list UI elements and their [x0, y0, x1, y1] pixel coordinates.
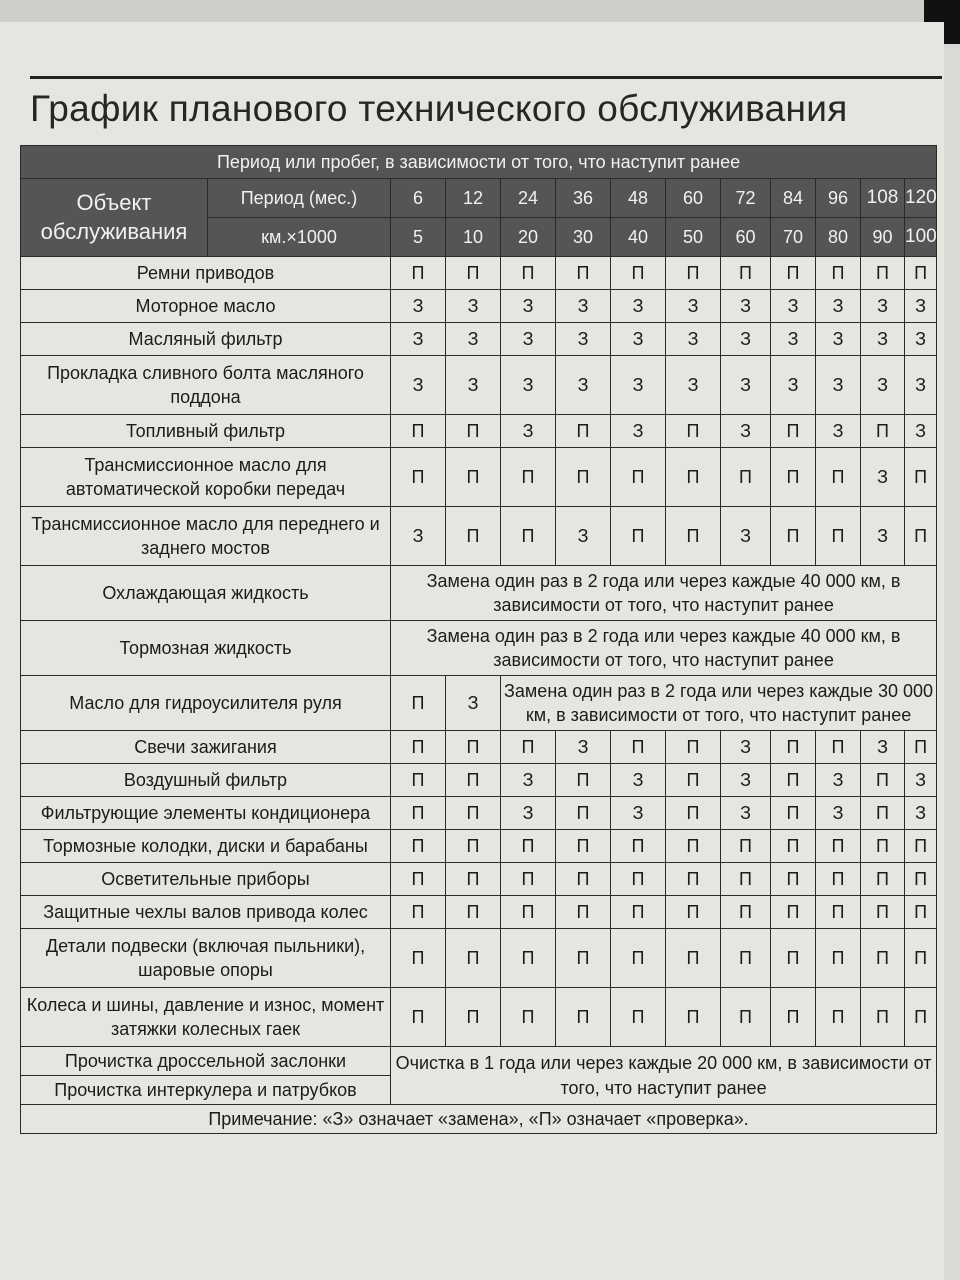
row-item-name: Фильтрующие элементы кондиционера	[21, 797, 391, 830]
schedule-cell: П	[446, 896, 501, 929]
schedule-cell: П	[556, 448, 611, 507]
table-row	[21, 929, 937, 988]
row-item-name: Свечи зажигания	[21, 731, 391, 764]
schedule-cell: П	[556, 896, 611, 929]
title-rule	[30, 76, 942, 79]
schedule-cell: П	[446, 731, 501, 764]
period-month-cell: 36	[556, 179, 611, 218]
period-km-cell: 60	[721, 218, 771, 257]
schedule-cell: З	[391, 290, 446, 323]
period-month-cell: 60	[666, 179, 721, 218]
schedule-cell: З	[771, 323, 816, 356]
period-month-cell: 84	[771, 179, 816, 218]
schedule-cell: З	[721, 764, 771, 797]
table-row	[21, 415, 937, 448]
schedule-cell: П	[611, 929, 666, 988]
schedule-cell: П	[501, 929, 556, 988]
schedule-cell: П	[446, 507, 501, 566]
schedule-cell: П	[666, 929, 721, 988]
schedule-cell: З	[861, 507, 905, 566]
period-month-cell: 108	[861, 179, 905, 218]
schedule-cell: П	[771, 797, 816, 830]
interval-note-cell: Замена один раз в 2 года или через каждые 30 000 км, в зависимости от того, что наступит ранее	[501, 676, 937, 731]
maintenance-schedule-table	[20, 145, 937, 1134]
schedule-cell: З	[771, 290, 816, 323]
schedule-cell: П	[816, 448, 861, 507]
schedule-cell: П	[556, 988, 611, 1047]
schedule-cell: П	[721, 448, 771, 507]
schedule-cell: П	[861, 988, 905, 1047]
schedule-cell: П	[391, 830, 446, 863]
schedule-cell: З	[721, 731, 771, 764]
schedule-cell: П	[391, 988, 446, 1047]
schedule-cell: П	[501, 896, 556, 929]
schedule-cell: П	[391, 764, 446, 797]
schedule-cell: П	[771, 731, 816, 764]
schedule-cell: П	[905, 257, 937, 290]
schedule-cell: П	[391, 448, 446, 507]
interval-note-cell: Замена один раз в 2 года или через каждые 40 000 км, в зависимости от того, что наступит ранее	[391, 621, 937, 676]
schedule-cell: П	[771, 830, 816, 863]
row-item-name: Масляный фильтр	[21, 323, 391, 356]
schedule-cell: П	[666, 988, 721, 1047]
schedule-cell: П	[816, 988, 861, 1047]
schedule-cell: П	[556, 863, 611, 896]
schedule-cell: П	[905, 448, 937, 507]
row-item-name: Тормозная жидкость	[21, 621, 391, 676]
schedule-cell: З	[666, 290, 721, 323]
schedule-cell: П	[861, 764, 905, 797]
schedule-cell: П	[391, 257, 446, 290]
row-item-name: Тормозные колодки, диски и барабаны	[21, 830, 391, 863]
schedule-cell: З	[556, 323, 611, 356]
table-row	[21, 290, 937, 323]
schedule-cell: З	[905, 764, 937, 797]
schedule-cell: З	[816, 356, 861, 415]
schedule-cell: П	[611, 830, 666, 863]
schedule-cell: П	[446, 764, 501, 797]
schedule-cell: П	[611, 988, 666, 1047]
schedule-cell: П	[721, 830, 771, 863]
schedule-cell: П	[905, 863, 937, 896]
schedule-cell: П	[446, 257, 501, 290]
schedule-cell: П	[391, 929, 446, 988]
schedule-cell: П	[861, 257, 905, 290]
schedule-cell: П	[666, 257, 721, 290]
schedule-cell: З	[861, 731, 905, 764]
page-title: График планового технического обслуживания	[30, 88, 848, 129]
period-km-cell: 10	[446, 218, 501, 257]
note-row	[21, 1105, 937, 1134]
schedule-cell: П	[771, 415, 816, 448]
period-km-cell: 100	[905, 218, 937, 257]
schedule-cell: П	[771, 764, 816, 797]
table-row	[21, 797, 937, 830]
schedule-cell: З	[861, 356, 905, 415]
schedule-cell: З	[816, 323, 861, 356]
object-label: Объект обслуживания	[21, 179, 208, 257]
schedule-cell: П	[391, 731, 446, 764]
table-row	[21, 863, 937, 896]
schedule-cell: П	[905, 507, 937, 566]
cleaning-interval-cell: Очистка в 1 года или через каждые 20 000 км, в зависимости от того, что наступит ранее	[391, 1047, 937, 1105]
interval-note-cell: Замена один раз в 2 года или через каждые 40 000 км, в зависимости от того, что наступит ранее	[391, 566, 937, 621]
schedule-cell: П	[721, 896, 771, 929]
schedule-cell: З	[816, 415, 861, 448]
schedule-cell: П	[666, 731, 721, 764]
table-row	[21, 356, 937, 415]
schedule-cell: П	[556, 797, 611, 830]
table-row	[21, 566, 937, 621]
schedule-cell: З	[721, 356, 771, 415]
row-item-name: Ремни приводов	[21, 257, 391, 290]
schedule-cell: П	[666, 830, 721, 863]
schedule-cell: П	[771, 448, 816, 507]
schedule-cell: П	[816, 929, 861, 988]
schedule-cell: П	[861, 830, 905, 863]
schedule-cell: З	[721, 290, 771, 323]
schedule-cell: П	[501, 731, 556, 764]
schedule-cell: П	[771, 929, 816, 988]
schedule-cell: П	[905, 929, 937, 988]
schedule-cell: П	[771, 988, 816, 1047]
schedule-cell: П	[501, 448, 556, 507]
schedule-cell: П	[666, 896, 721, 929]
row-item-name: Топливный фильтр	[21, 415, 391, 448]
schedule-cell: З	[391, 323, 446, 356]
schedule-cell: З	[501, 797, 556, 830]
table-row	[21, 257, 937, 290]
schedule-cell: П	[556, 415, 611, 448]
row-item-name: Трансмиссионное масло для автоматической коробки передач	[21, 448, 391, 507]
schedule-cell: П	[391, 415, 446, 448]
schedule-cell: З	[446, 676, 501, 731]
schedule-cell: П	[446, 863, 501, 896]
table-row	[21, 507, 937, 566]
schedule-cell: П	[391, 863, 446, 896]
schedule-cell: П	[771, 863, 816, 896]
schedule-cell: П	[861, 415, 905, 448]
schedule-cell: П	[905, 731, 937, 764]
schedule-cell: З	[905, 797, 937, 830]
schedule-cell: З	[446, 323, 501, 356]
schedule-cell: З	[501, 290, 556, 323]
schedule-cell: З	[816, 797, 861, 830]
table-row	[21, 1047, 937, 1076]
row-item-name: Воздушный фильтр	[21, 764, 391, 797]
schedule-cell: З	[905, 290, 937, 323]
schedule-cell: П	[446, 448, 501, 507]
period-label: Период (мес.)	[208, 179, 391, 218]
schedule-cell: П	[721, 257, 771, 290]
schedule-cell: З	[721, 507, 771, 566]
schedule-cell: З	[721, 797, 771, 830]
schedule-cell: З	[391, 507, 446, 566]
schedule-cell: П	[501, 988, 556, 1047]
row-item-name: Моторное масло	[21, 290, 391, 323]
schedule-cell: З	[721, 415, 771, 448]
period-km-cell: 5	[391, 218, 446, 257]
schedule-cell: П	[905, 988, 937, 1047]
table-row	[21, 676, 937, 731]
schedule-cell: П	[666, 448, 721, 507]
schedule-cell: П	[501, 830, 556, 863]
schedule-cell: З	[771, 356, 816, 415]
schedule-cell: П	[611, 731, 666, 764]
row-item-name: Осветительные приборы	[21, 863, 391, 896]
schedule-cell: П	[666, 507, 721, 566]
schedule-cell: З	[721, 323, 771, 356]
schedule-cell: З	[861, 323, 905, 356]
table-row	[21, 988, 937, 1047]
table-header	[21, 146, 937, 257]
schedule-cell: П	[611, 257, 666, 290]
row-item-name: Охлаждающая жидкость	[21, 566, 391, 621]
schedule-cell: П	[666, 415, 721, 448]
schedule-cell: П	[611, 863, 666, 896]
header-banner: Период или пробег, в зависимости от того, что наступит ранее	[21, 146, 937, 179]
table-row	[21, 621, 937, 676]
schedule-cell: П	[666, 797, 721, 830]
period-km-cell: 80	[816, 218, 861, 257]
schedule-cell: З	[905, 415, 937, 448]
schedule-cell: П	[721, 929, 771, 988]
schedule-cell: П	[556, 830, 611, 863]
row-item-name: Колеса и шины, давление и износ, момент затяжки колесных гаек	[21, 988, 391, 1047]
schedule-cell: П	[611, 507, 666, 566]
schedule-cell: П	[611, 448, 666, 507]
row-item-name: Трансмиссионное масло для переднего и заднего мостов	[21, 507, 391, 566]
table-row	[21, 830, 937, 863]
schedule-cell: З	[611, 764, 666, 797]
schedule-cell: П	[556, 257, 611, 290]
schedule-cell: П	[611, 896, 666, 929]
schedule-cell: З	[501, 356, 556, 415]
schedule-cell: П	[861, 896, 905, 929]
schedule-cell: П	[446, 830, 501, 863]
period-month-cell: 24	[501, 179, 556, 218]
schedule-cell: З	[611, 415, 666, 448]
schedule-cell: П	[816, 507, 861, 566]
schedule-cell: З	[666, 323, 721, 356]
schedule-cell: П	[391, 676, 446, 731]
schedule-cell: П	[816, 830, 861, 863]
period-km-cell: 30	[556, 218, 611, 257]
table-row	[21, 731, 937, 764]
schedule-cell: П	[721, 863, 771, 896]
schedule-cell: П	[905, 830, 937, 863]
schedule-cell: П	[666, 863, 721, 896]
schedule-cell: З	[861, 448, 905, 507]
schedule-cell: П	[391, 896, 446, 929]
table-row	[21, 896, 937, 929]
km-label: км.×1000	[208, 218, 391, 257]
table-row	[21, 448, 937, 507]
schedule-cell: З	[611, 290, 666, 323]
table-row	[21, 764, 937, 797]
period-km-cell: 40	[611, 218, 666, 257]
schedule-cell: З	[501, 764, 556, 797]
legend-note: Примечание: «З» означает «замена», «П» означает «проверка».	[21, 1105, 937, 1134]
schedule-cell: З	[446, 290, 501, 323]
schedule-cell: З	[391, 356, 446, 415]
schedule-cell: П	[446, 929, 501, 988]
table-body	[21, 257, 937, 1134]
schedule-cell: З	[905, 323, 937, 356]
schedule-cell: З	[501, 415, 556, 448]
schedule-cell: З	[556, 507, 611, 566]
period-km-cell: 70	[771, 218, 816, 257]
period-month-cell: 72	[721, 179, 771, 218]
schedule-cell: З	[611, 797, 666, 830]
schedule-cell: П	[391, 797, 446, 830]
schedule-cell: П	[666, 764, 721, 797]
schedule-cell: З	[556, 290, 611, 323]
row-item-name: Детали подвески (включая пыльники), шаровые опоры	[21, 929, 391, 988]
schedule-cell: П	[501, 507, 556, 566]
schedule-cell: П	[771, 896, 816, 929]
schedule-cell: З	[905, 356, 937, 415]
period-month-cell: 96	[816, 179, 861, 218]
period-km-cell: 50	[666, 218, 721, 257]
schedule-cell: П	[556, 929, 611, 988]
period-month-cell: 6	[391, 179, 446, 218]
schedule-cell: П	[501, 863, 556, 896]
row-item-name: Масло для гидроусилителя руля	[21, 676, 391, 731]
schedule-cell: З	[861, 290, 905, 323]
schedule-cell: З	[501, 323, 556, 356]
schedule-cell: З	[556, 731, 611, 764]
period-month-cell: 120	[905, 179, 937, 218]
schedule-cell: П	[816, 896, 861, 929]
period-month-cell: 12	[446, 179, 501, 218]
row-item-name: Прокладка сливного болта масляного поддона	[21, 356, 391, 415]
schedule-cell: З	[666, 356, 721, 415]
schedule-cell: П	[861, 863, 905, 896]
schedule-cell: П	[771, 257, 816, 290]
schedule-cell: П	[816, 257, 861, 290]
schedule-cell: З	[611, 323, 666, 356]
schedule-cell: П	[816, 731, 861, 764]
period-km-cell: 90	[861, 218, 905, 257]
schedule-cell: З	[816, 764, 861, 797]
schedule-cell: П	[861, 797, 905, 830]
schedule-cell: П	[556, 764, 611, 797]
schedule-cell: П	[446, 988, 501, 1047]
period-km-cell: 20	[501, 218, 556, 257]
schedule-cell: П	[446, 415, 501, 448]
schedule-cell: З	[611, 356, 666, 415]
row-item-name: Прочистка дроссельной заслонки	[21, 1047, 391, 1076]
schedule-cell: П	[721, 988, 771, 1047]
schedule-cell: П	[771, 507, 816, 566]
schedule-cell: З	[816, 290, 861, 323]
row-item-name: Прочистка интеркулера и патрубков	[21, 1076, 391, 1105]
schedule-cell: П	[861, 929, 905, 988]
row-item-name: Защитные чехлы валов привода колес	[21, 896, 391, 929]
schedule-cell: З	[446, 356, 501, 415]
schedule-cell: П	[501, 257, 556, 290]
schedule-cell: П	[446, 797, 501, 830]
table-row	[21, 323, 937, 356]
schedule-cell: П	[905, 896, 937, 929]
schedule-cell: П	[816, 863, 861, 896]
period-month-cell: 48	[611, 179, 666, 218]
schedule-cell: З	[556, 356, 611, 415]
